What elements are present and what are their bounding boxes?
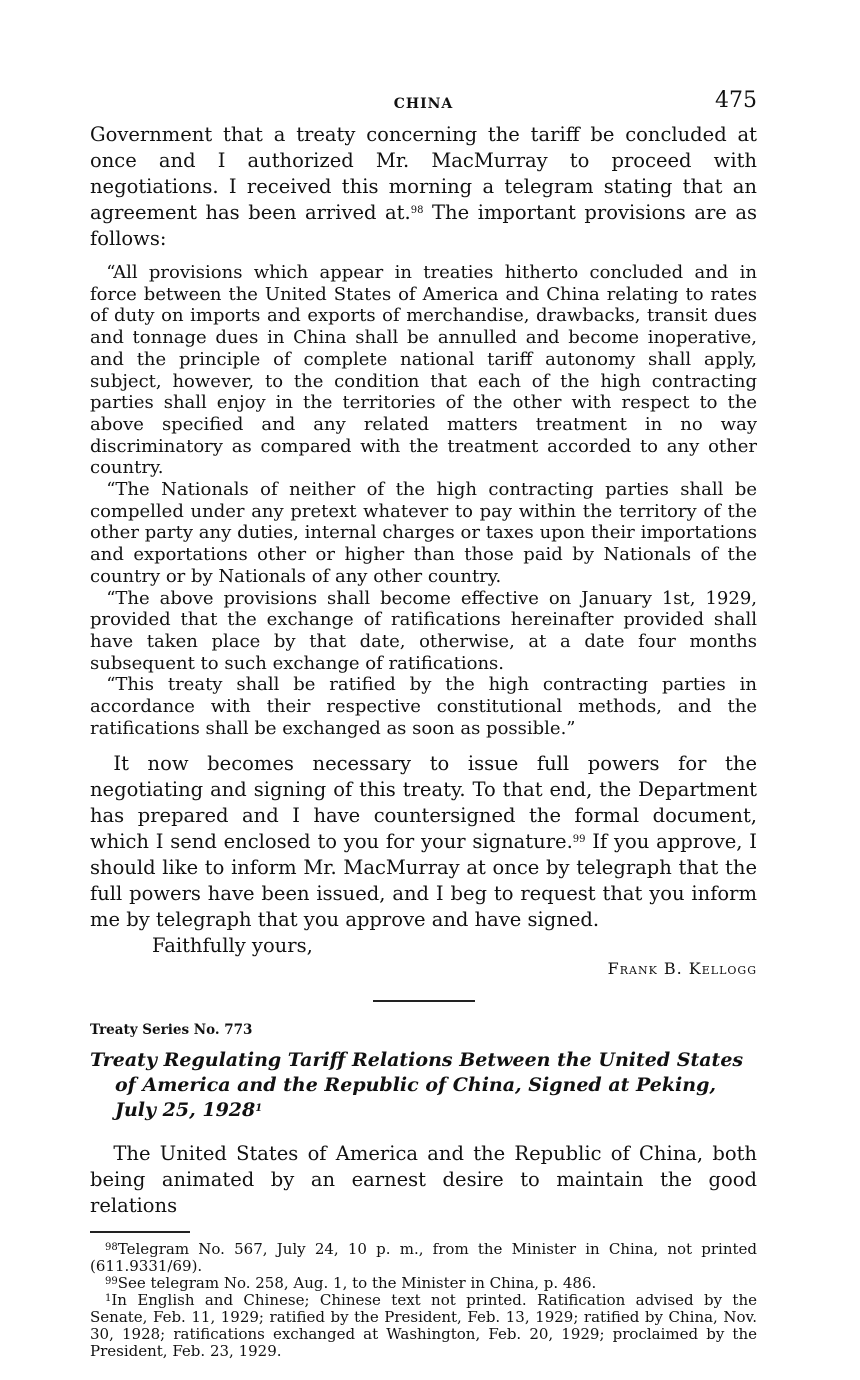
full-powers-text: It now becomes necessary to issue full powers for the negotiating and signing of this treaty. To that end, the Department has prepared and I have countersigned the formal document, which I send enclosed to you for your signature. [90,752,757,854]
footnote-ref-99: 99 [572,834,586,846]
quote-paragraph-3: “The above provisions shall become effective on January 1st, 1929, provided that the exchange of ratifications hereinafter provided shall have taken place by that date, otherwise, at a date four months subsequent to such exchange of ratifications. [90,587,757,674]
document-page [90,88,757,1360]
footnotes [90,1241,757,1360]
footnote-mark-98: 98 [105,1241,118,1253]
full-powers-text-end: If you approve, I should like to inform Mr. MacMurray at once by telegraph that the full powers have been issued, and I beg to request that you inform me by telegraph that you approve and have signed. [90,830,757,932]
footnote-mark-1: 1 [105,1292,112,1304]
closing-salutation: Faithfully yours, [152,934,313,958]
footnote-99-text: See telegram No. 258, Aug. 1, to the Minister in China, p. 486. [117,1273,597,1292]
footnote-mark-99: 99 [105,1275,118,1287]
footnote-98 [90,1241,757,1275]
signature: Frank B. Kellogg [607,959,757,979]
footnote-1 [90,1292,757,1360]
quote-paragraph-1: “All provisions which appear in treaties hitherto concluded and in force between the United States of America and China relating to rates of duty on imports and exports of merchandise, drawbacks, transit dues and tonnage dues in China shall be annulled and become inoperative, and the principle of complete national tariff autonomy shall apply, subject, however, to the condition that each of the high contracting parties shall enjoy in the territories of the other with respect to the above specified and any related matters treatment in no way discriminatory as compared with the treatment accorded to any other country. [90,262,757,479]
page-number: 475 [715,88,757,113]
section-divider [373,1000,475,1002]
treaty-series-label: Treaty Series No. 773 [90,1022,253,1039]
full-powers-paragraph [90,751,757,933]
footnote-ref-98: 98 [410,205,424,216]
footnote-ref-1: 1 [255,1103,263,1115]
preamble-paragraph: The United States of America and the Republic of China, both being animated by an earnest desire to maintain the good relations [90,1142,757,1218]
treaty-title [90,1048,757,1123]
intro-text-end: The important provisions are as follows: [90,201,758,250]
running-head-title: CHINA [393,96,454,112]
footnote-1-text: In English and Chinese; Chinese text not printed. Ratification advised by the Senate, Feb. 11, 1929; ratified by the President, Feb. 13, 1929; ratified by China, Nov. 30, 1928; ratifications exchanged at Washington, Feb. 20, 1929; proclaimed by the President, Feb. 23, 1929. [90,1290,757,1360]
intro-text: Government that a treaty concerning the tariff be concluded at once and I authorized Mr. MacMurray to proceed with negotiations. I received this morning a telegram stating that an agreement has been arrived at. [90,123,757,224]
quote-paragraph-4: “This treaty shall be ratified by the high contracting parties in accordance with their respective constitutional methods, and the ratifications shall be exchanged as soon as possible.” [90,674,757,739]
footnote-99 [90,1275,757,1292]
quote-paragraph-2: “The Nationals of neither of the high contracting parties shall be compelled under any pretext whatever to pay within the territory of the other party any duties, internal charges or taxes upon their importations and exportations other or higher than those paid by Nationals of the country or by Nationals of any other country. [90,479,757,587]
footnote-divider [90,1231,190,1233]
running-head [90,88,757,122]
treaty-title-text: Treaty Regulating Tariff Relations Between the United States of America and the Republic of China, Signed at Peking, July 25, 1928 [90,1049,744,1122]
intro-paragraph [90,122,757,252]
treaty-provisions-quote [90,262,757,739]
footnote-98-text: Telegram No. 567, July 24, 10 p. m., from the Minister in China, not printed (611.9331/69). [90,1239,757,1275]
